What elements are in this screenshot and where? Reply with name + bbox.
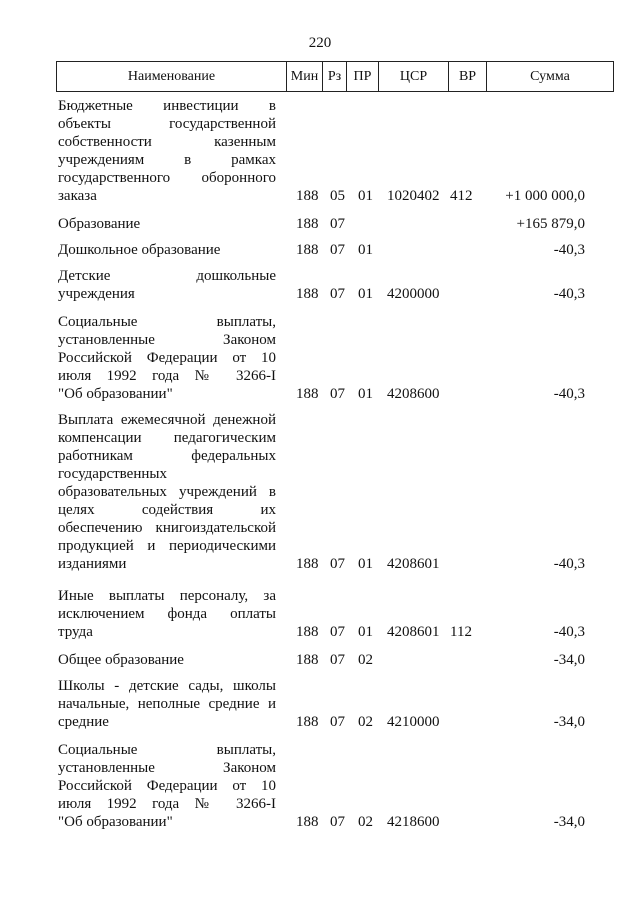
row-csr: 4200000: [387, 286, 440, 302]
row-name-line: исключением фонда оплаты: [58, 606, 276, 622]
row-name-line: обеспечению книгоиздательской: [58, 520, 276, 536]
row-sum: -40,3: [553, 386, 585, 402]
row-name-line: "Об образовании": [58, 386, 173, 402]
row-name-line: установленные Законом: [58, 760, 276, 776]
row-name-line: государственных: [58, 466, 167, 482]
row-rz: 07: [330, 286, 345, 302]
row-rz: 05: [330, 188, 345, 204]
row-csr: 4208601: [387, 556, 440, 572]
row-name: [58, 411, 276, 573]
row-vr: 112: [450, 624, 472, 640]
row-vr: 412: [450, 188, 473, 204]
row-name-line: образовательных учреждений в: [58, 484, 276, 500]
row-name-line: Дошкольное образование: [58, 242, 221, 258]
row-pr: 02: [358, 652, 373, 668]
row-sum: -40,3: [553, 624, 585, 640]
row-min: 188: [296, 242, 319, 258]
row-name-line: государственного оборонного: [58, 170, 276, 186]
header-pr: ПР: [347, 62, 379, 91]
row-pr: 01: [358, 242, 373, 258]
table-row: [0, 313, 640, 403]
row-rz: 07: [330, 216, 345, 232]
row-name-line: Социальные выплаты,: [58, 742, 276, 758]
row-rz: 07: [330, 814, 345, 830]
row-rz: 07: [330, 386, 345, 402]
row-rz: 07: [330, 624, 345, 640]
row-min: 188: [296, 714, 319, 730]
row-name-line: Иные выплаты персоналу, за: [58, 588, 276, 604]
row-name-line: Российской Федерации от 10: [58, 350, 276, 366]
table-row: [0, 241, 640, 259]
table-row: [0, 267, 640, 303]
row-name: [58, 313, 276, 403]
row-name: [58, 677, 276, 731]
row-min: 188: [296, 556, 319, 572]
row-name: [58, 267, 276, 303]
header-sum: Сумма: [530, 69, 570, 84]
page-number: 220: [308, 35, 332, 51]
row-name-line: Бюджетные инвестиции в: [58, 98, 276, 114]
table-row: [0, 677, 640, 731]
header-rz: Рз: [323, 62, 347, 91]
row-sum: -40,3: [553, 286, 585, 302]
row-csr: 4218600: [387, 814, 440, 830]
table-row: [0, 215, 640, 233]
row-rz: 07: [330, 652, 345, 668]
table-row: [0, 97, 640, 205]
row-min: 188: [296, 188, 319, 204]
table-row: [0, 741, 640, 831]
row-csr: 4208600: [387, 386, 440, 402]
row-min: 188: [296, 216, 319, 232]
row-name-line: целях содействия их: [58, 502, 276, 518]
row-rz: 07: [330, 556, 345, 572]
row-name: [58, 241, 276, 259]
row-name: [58, 651, 276, 669]
row-name-line: продукцией и периодическими: [58, 538, 276, 554]
row-name-line: Российской Федерации от 10: [58, 778, 276, 794]
row-name-line: собственности казенным: [58, 134, 276, 150]
row-name-line: работникам федеральных: [58, 448, 276, 464]
row-csr: 4208601: [387, 624, 440, 640]
row-pr: 02: [358, 814, 373, 830]
row-name-line: объекты государственной: [58, 116, 276, 132]
row-name-line: "Об образовании": [58, 814, 173, 830]
header-min: Мин: [287, 62, 323, 91]
row-sum: -34,0: [553, 652, 585, 668]
row-name-line: компенсации педагогическим: [58, 430, 276, 446]
row-name-line: труда: [58, 624, 93, 640]
row-name-line: заказа: [58, 188, 97, 204]
row-sum: -34,0: [553, 814, 585, 830]
row-csr: 4210000: [387, 714, 440, 730]
row-min: 188: [296, 386, 319, 402]
row-name-line: июля 1992 года № 3266-I: [58, 796, 276, 812]
row-name: [58, 587, 276, 641]
row-sum: -34,0: [553, 714, 585, 730]
row-name-line: июля 1992 года № 3266-I: [58, 368, 276, 384]
row-pr: 01: [358, 188, 373, 204]
table-row: [0, 411, 640, 573]
row-min: 188: [296, 286, 319, 302]
row-name-line: Социальные выплаты,: [58, 314, 276, 330]
row-name: [58, 215, 276, 233]
row-sum: -40,3: [553, 242, 585, 258]
header-vr: ВР: [449, 62, 487, 91]
row-sum: -40,3: [553, 556, 585, 572]
row-min: 188: [296, 624, 319, 640]
row-min: 188: [296, 652, 319, 668]
row-pr: 02: [358, 714, 373, 730]
row-name-line: Школы - детские сады, школы: [58, 678, 276, 694]
row-pr: 01: [358, 286, 373, 302]
table-row: [0, 587, 640, 641]
row-name-line: учреждениям в рамках: [58, 152, 276, 168]
header-csr: ЦСР: [379, 62, 449, 91]
row-pr: 01: [358, 386, 373, 402]
table-header: [56, 61, 614, 92]
row-name-line: установленные Законом: [58, 332, 276, 348]
row-pr: 01: [358, 624, 373, 640]
row-name-line: Общее образование: [58, 652, 184, 668]
row-name-line: Детские дошкольные: [58, 268, 276, 284]
row-name-line: Выплата ежемесячной денежной: [58, 412, 276, 428]
table-row: [0, 651, 640, 669]
row-name: [58, 741, 276, 831]
row-sum: +1 000 000,0: [505, 188, 585, 204]
row-rz: 07: [330, 714, 345, 730]
row-name-line: изданиями: [58, 556, 127, 572]
row-name-line: Образование: [58, 216, 141, 232]
row-name-line: начальные, неполные средние и: [58, 696, 276, 712]
row-csr: 1020402: [387, 188, 440, 204]
row-name: [58, 97, 276, 205]
row-name-line: учреждения: [58, 286, 135, 302]
row-sum: +165 879,0: [516, 216, 585, 232]
row-pr: 01: [358, 556, 373, 572]
header-name: Наименование: [57, 62, 287, 91]
row-rz: 07: [330, 242, 345, 258]
row-name-line: средние: [58, 714, 109, 730]
row-min: 188: [296, 814, 319, 830]
